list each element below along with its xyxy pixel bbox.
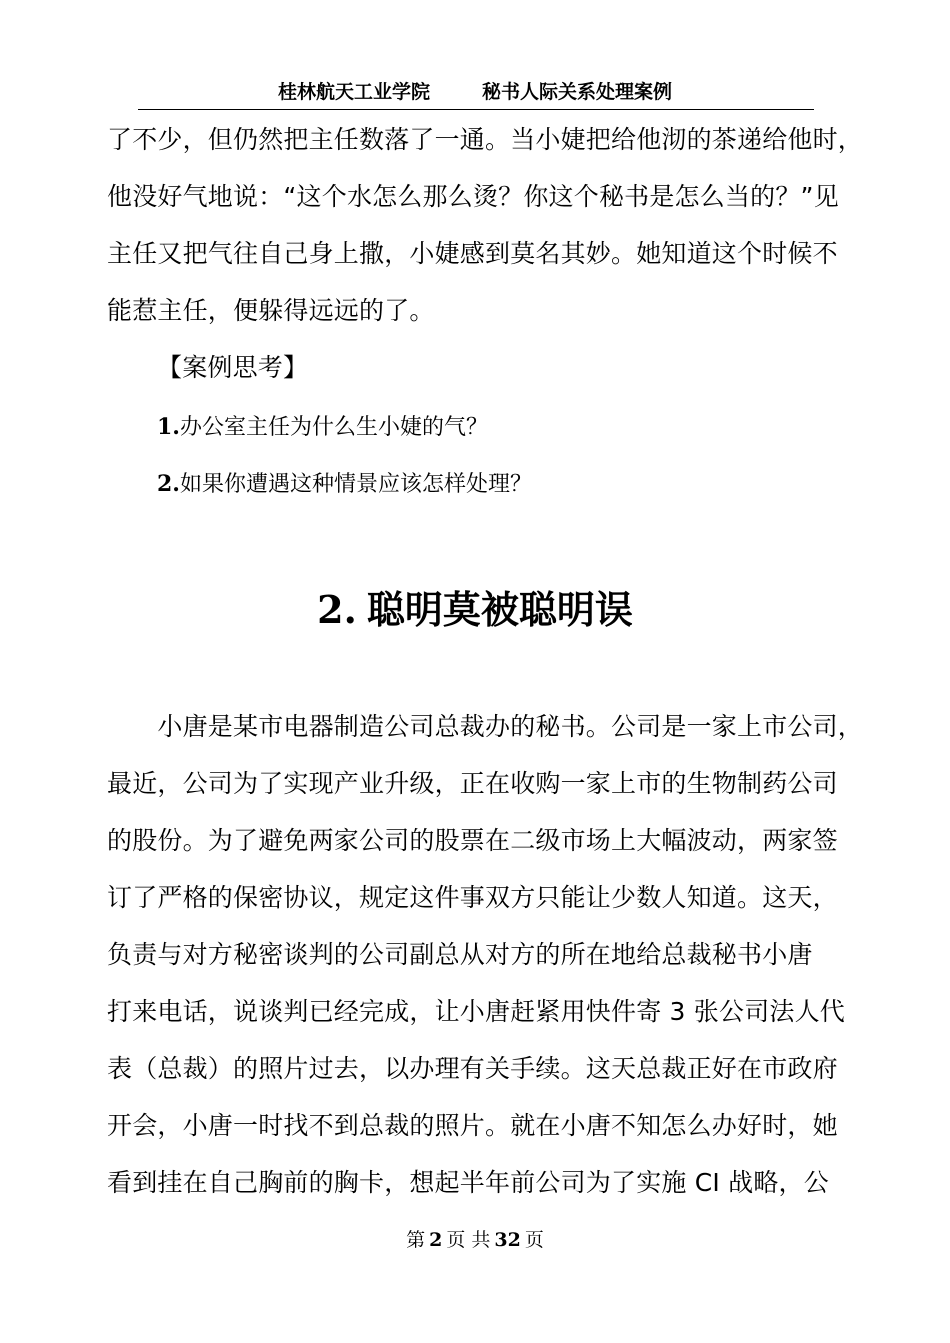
paragraph-line: 主任又把气往自己身上撒，小婕感到莫名其妙。她知道这个时候不 [107,239,838,268]
paragraph-line: 能惹主任，便躲得远远的了。 [107,296,435,325]
question-item [157,413,488,442]
header-institution: 桂林航天工业学院 [277,81,430,103]
page-header [0,80,950,104]
question-number: 2. [157,471,180,497]
paragraph-line: 他没好气地说：“这个水怎么那么烫？你这个秘书是怎么当的？”见 [107,182,839,211]
section-title [0,585,950,635]
paragraph-line: 打来电话，说谈判已经完成，让小唐赶紧用快件寄 3 张公司法人代 [107,997,846,1026]
header-rule [138,109,814,110]
paragraph-line: 表（总裁）的照片过去，以办理有关手续。这天总裁正好在市政府 [107,1054,838,1083]
case-thinking-heading: 【案例思考】 [157,353,309,382]
total-page-count: 32 [494,1229,521,1251]
current-page-number: 2 [429,1229,443,1251]
paragraph-line: 开会，小唐一时找不到总裁的照片。就在小唐不知怎么办好时，她 [107,1111,838,1140]
section-number: 2. [317,587,357,632]
paragraph-line: 负责与对方秘密谈判的公司副总从对方的所在地给总裁秘书小唐 [107,940,813,969]
footer-mid: 页 共 [446,1229,491,1251]
paragraph-line: 小唐是某市电器制造公司总裁办的秘书。公司是一家上市公司， [107,712,864,741]
paragraph-line: 的股份。为了避免两家公司的股票在二级市场上大幅波动，两家签 [107,826,838,855]
paragraph-line: 最近，公司为了实现产业升级，正在收购一家上市的生物制药公司 [107,769,838,798]
paragraph-line: 订了严格的保密协议，规定这件事双方只能让少数人知道。这天， [107,883,838,912]
footer-prefix: 第 [406,1229,426,1251]
paragraph-line: 看到挂在自己胸前的胸卡，想起半年前公司为了实施 CI 战略，公 [107,1168,829,1197]
question-number: 1. [157,414,180,440]
question-text: 如果你遭遇这种情景应该怎样处理？ [179,472,532,497]
question-item [157,470,532,499]
paragraph-line: 了不少，但仍然把主任数落了一通。当小婕把给他沏的茶递给他时， [107,125,864,154]
header-doc-title: 秘书人际关系处理案例 [482,81,673,103]
page-footer [0,1228,950,1252]
question-text: 办公室主任为什么生小婕的气？ [179,415,488,440]
footer-suffix: 页 [524,1229,544,1251]
section-title-text: 聪明莫被聪明误 [366,588,633,632]
